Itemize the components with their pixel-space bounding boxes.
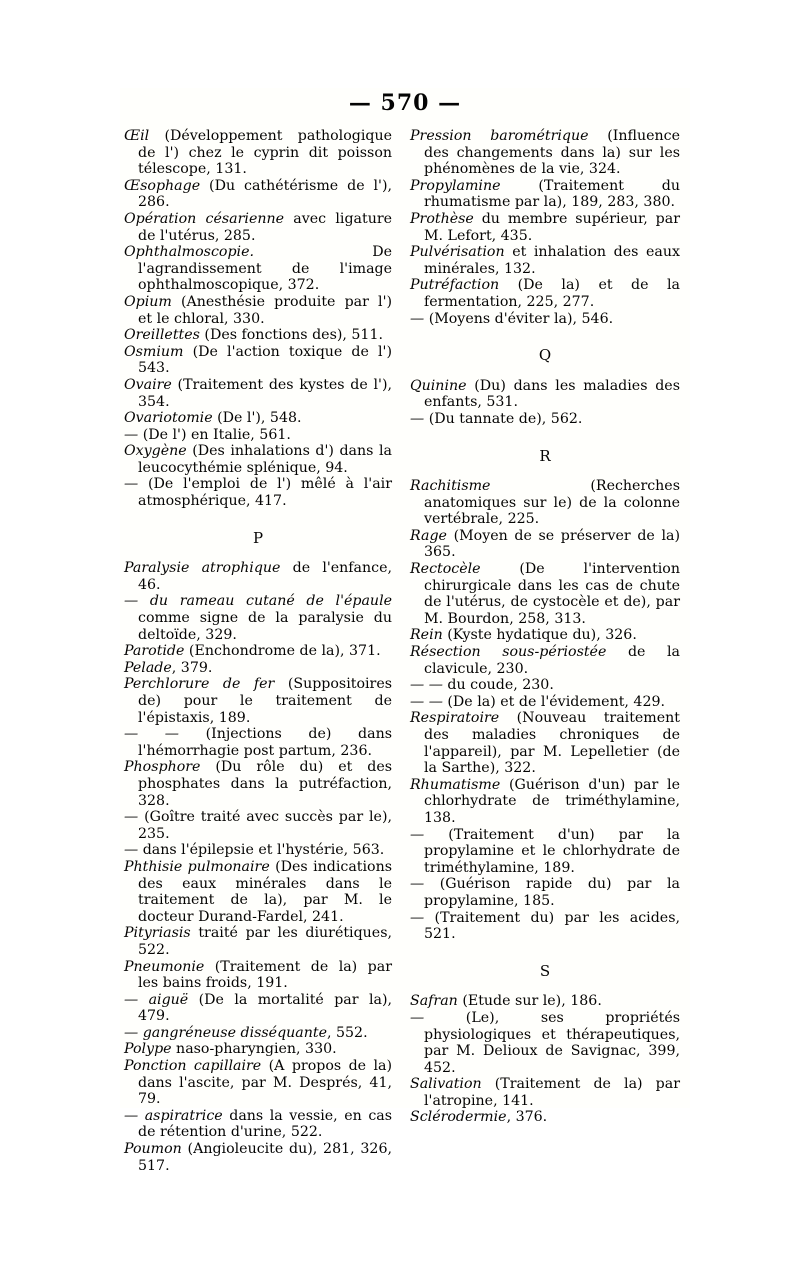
index-entry-text: (Angioleucite du), 281, 326, 517.: [138, 1141, 392, 1174]
index-entry-term: — du rameau cutané de l'épaule: [124, 593, 392, 610]
index-page: [120, 88, 690, 1174]
index-entry: [124, 809, 392, 842]
index-entry-text: (Guérison d'un) par le chlorhydrate de triméthylamine, 138.: [424, 776, 680, 826]
index-entry: [410, 644, 680, 677]
index-entry-term: Sclérodermie: [410, 1109, 507, 1126]
index-entry-term: — —: [124, 726, 179, 743]
index-entry-text: comme signe de la paralysie du deltoïde, 329.: [138, 610, 392, 643]
index-entry: [124, 643, 392, 660]
index-entry: [124, 842, 392, 859]
index-entry-term: Poumon: [124, 1141, 182, 1158]
index-entry-text: (Enchondrome de la), 371.: [184, 643, 381, 660]
index-entry-text: traité par les diurétiques, 522.: [138, 925, 392, 958]
index-entry: [410, 277, 680, 310]
index-entry: [124, 377, 392, 410]
index-entry-term: —: [124, 842, 139, 859]
index-entry-term: Salivation: [410, 1076, 482, 1093]
left-entries-o: [124, 128, 392, 510]
index-entry-text: (Recherches anatomiques sur le) de la colonne vertébrale, 225.: [424, 478, 680, 528]
index-entry-text: (Moyens d'éviter la), 546.: [424, 310, 614, 327]
index-entry-text: (Influence des changements dans la) sur les phénomènes de la vie, 324.: [424, 128, 680, 178]
index-entry: [410, 677, 680, 694]
index-entry: [124, 1041, 392, 1058]
index-entry-text: avec ligature de l'utérus, 285.: [138, 210, 393, 244]
index-entry-text: , 552.: [326, 1024, 368, 1041]
index-entry-term: Oreillettes: [124, 327, 200, 344]
index-entry-term: Œsophage: [124, 177, 201, 194]
index-entry-term: Polype: [124, 1041, 172, 1058]
index-entry: [124, 427, 392, 444]
index-entry-term: Propylamine: [410, 177, 501, 194]
index-entry-term: Pression barométrique: [410, 128, 589, 144]
index-entry-term: Quinine: [410, 377, 467, 394]
index-entry: [124, 327, 392, 344]
index-entry: [410, 128, 680, 178]
index-entry-text: (De la) et de la fermentation, 225, 277.: [424, 277, 680, 310]
section-letter-q: Q: [538, 346, 552, 365]
index-entry-term: Phthisie pulmonaire: [124, 858, 270, 875]
index-entry-text: (De l'), 548.: [212, 410, 302, 427]
index-entry: [410, 1010, 680, 1076]
index-entry-term: Rage: [410, 527, 447, 544]
index-entry-term: Pelade: [124, 659, 172, 676]
index-entry-term: Rectocèle: [410, 561, 481, 578]
index-entry-term: Rhumatisme: [410, 776, 501, 793]
index-entry-term: — aspiratrice: [124, 1107, 223, 1124]
index-entry-text: De l'agrandissement de l'image ophthalmoscopique, 372.: [138, 244, 392, 294]
index-entry: [124, 1058, 392, 1108]
index-entry: [410, 561, 680, 627]
index-entry-text: (Moyen de se préserver de la) 365.: [424, 527, 680, 561]
index-entry-text: et inhalation des eaux minérales, 132.: [424, 244, 680, 277]
index-entry-term: —: [410, 909, 425, 926]
index-entry-term: Perchlorure de fer: [124, 676, 275, 693]
section-letter-p: P: [252, 528, 264, 547]
index-entry-text: (De l'emploi de l') mêlé à l'air atmosphérique, 417.: [138, 476, 392, 510]
section-letter-r: R: [539, 446, 551, 465]
index-entry: [410, 710, 680, 776]
index-entry-term: Ponction capillaire: [124, 1058, 262, 1075]
index-entry: [410, 378, 680, 411]
index-entry-term: — aiguë: [124, 991, 189, 1008]
index-entry-text: (Goître traité avec succès par le), 235.: [138, 809, 392, 842]
index-entry-term: Rachitisme: [410, 478, 491, 495]
index-entry-term: Opération césarienne: [124, 210, 285, 227]
index-entry-text: (Anesthésie produite par l') et le chloral, 330.: [138, 293, 392, 327]
index-entry: [410, 411, 680, 428]
index-entry: [410, 777, 680, 827]
index-entry: [124, 211, 392, 244]
index-entry: [124, 593, 392, 643]
index-entry-term: Ovariotomie: [124, 410, 213, 427]
index-entry-text: naso-pharyngien, 330.: [171, 1041, 337, 1058]
index-entry-term: Résection sous-périostée: [410, 644, 607, 661]
index-entry-term: Paralysie atrophique: [124, 560, 281, 577]
index-entry-text: (Etude sur le), 186.: [457, 993, 602, 1010]
left-column: [124, 128, 392, 1174]
right-entries-q: [410, 378, 680, 428]
index-entry: [410, 244, 680, 277]
index-entry-text: (Nouveau traitement des maladies chroniques de l'appareil), par M. Lepelletier (de la Sarthe), 322.: [424, 710, 680, 777]
index-entry: [410, 178, 680, 211]
index-entry-text: , 379.: [171, 659, 213, 676]
index-entry: [124, 443, 392, 476]
index-entry: [124, 992, 392, 1025]
index-entry-term: Pulvérisation: [410, 244, 505, 261]
index-entry-term: Safran: [410, 993, 458, 1010]
index-entry-text: (A propos de la) dans l'ascite, par M. Després, 41, 79.: [138, 1058, 393, 1108]
index-entry-text: (Guérison rapide du) par la propylamine, 185.: [424, 876, 680, 909]
index-entry-text: (Kyste hydatique du), 326.: [442, 627, 637, 644]
right-entries-p: [410, 128, 680, 327]
index-entry-text: dans l'épilepsie et l'hystérie, 563.: [138, 842, 385, 859]
index-entry-term: Respiratoire: [410, 710, 500, 727]
index-entry-text: (Traitement du) par les acides, 521.: [424, 909, 680, 943]
index-entry-text: de l'enfance, 46.: [138, 560, 392, 593]
index-entry: [124, 1141, 392, 1174]
left-entries-p: [124, 560, 392, 1174]
index-entry-term: — gangréneuse disséquante: [124, 1024, 327, 1041]
index-entry-text: de la clavicule, 230.: [424, 644, 680, 677]
index-entry: [410, 211, 680, 244]
index-entry: [410, 910, 680, 943]
index-entry: [124, 178, 392, 211]
index-entry-text: du membre supérieur, par M. Lefort, 435.: [424, 210, 680, 244]
index-entry-term: —: [410, 1009, 425, 1026]
index-entry-text: (Le), ses propriétés physiologiques et thérapeutiques, par M. Delioux de Savignac, 399, 452.: [424, 1009, 680, 1076]
index-entry-term: Opium: [124, 293, 172, 310]
index-entry-term: Ophthalmoscopie.: [124, 244, 254, 261]
index-entry: [124, 244, 392, 294]
index-entry: [124, 344, 392, 377]
index-entry: [124, 476, 392, 509]
index-entry: [124, 959, 392, 992]
index-entry: [410, 528, 680, 561]
index-entry: [124, 676, 392, 726]
index-entry: [124, 560, 392, 593]
index-entry-text: (De la) et de l'évidement, 429.: [442, 693, 666, 710]
index-entry-text: (Traitement d'un) par la propylamine et le chlorhydrate de triméthylamine, 189.: [424, 826, 680, 876]
index-entry-term: —: [124, 426, 139, 443]
index-entry: [124, 759, 392, 809]
index-entry-text: (Du rôle du) et des phosphates dans la putréfaction, 328.: [138, 759, 392, 809]
index-entry-text: (De l') en Italie, 561.: [138, 426, 291, 443]
index-entry: [410, 827, 680, 877]
index-entry: [410, 478, 680, 528]
index-entry-term: Pityriasis: [124, 925, 191, 942]
index-entry-text: (De l'action toxique de l') 543.: [138, 343, 392, 377]
index-entry: [410, 993, 680, 1010]
index-entry: [124, 128, 392, 178]
index-entry-text: (Des indications des eaux minérales dans le traitement de la), par M. le docteur Durand-Fardel, 241.: [138, 858, 392, 925]
index-entry-text: du coude, 230.: [442, 677, 554, 694]
index-entry-term: —: [410, 310, 425, 327]
index-entry-text: (Traitement du rhumatisme par la), 189, 283, 380.: [424, 177, 680, 211]
index-entry: [124, 294, 392, 327]
index-entry: [410, 876, 680, 909]
index-entry-term: Ovaire: [124, 376, 172, 393]
index-entry: [410, 1109, 680, 1126]
index-entry-text: (Des fonctions des), 511.: [199, 327, 383, 344]
index-entry-text: (Développement pathologique de l') chez le cyprin dit poisson télescope, 131.: [138, 128, 392, 178]
index-entry-term: —: [124, 476, 139, 493]
index-entry-term: Rein: [410, 627, 443, 644]
index-entry-text: (Suppositoires de) pour le traitement de l'épistaxis, 189.: [138, 676, 392, 726]
index-entry-term: — —: [410, 693, 443, 710]
index-entry-text: , 376.: [506, 1109, 548, 1126]
index-entry: [124, 925, 392, 958]
index-entry-term: Pneumonie: [124, 958, 205, 975]
right-entries-s: [410, 993, 680, 1126]
index-entry-term: Parotide: [124, 643, 185, 660]
index-entry-text: (Traitement de la) par l'atropine, 141.: [424, 1076, 680, 1109]
index-entry: [124, 1108, 392, 1141]
index-entry: [410, 311, 680, 328]
index-entry-text: (Traitement de la) par les bains froids, 191.: [138, 958, 392, 992]
right-column: [410, 128, 680, 1126]
index-entry-term: Phosphore: [124, 759, 201, 776]
index-entry-term: Oxygène: [124, 443, 187, 460]
page-number: — 570 —: [348, 90, 462, 116]
index-entry: [124, 859, 392, 925]
index-entry-text: (Du cathétérisme de l'), 286.: [138, 177, 392, 211]
index-entry: [124, 410, 392, 427]
index-entry-text: dans la vessie, en cas de rétention d'urine, 522.: [138, 1107, 392, 1141]
index-entry-text: (De la mortalité par la), 479.: [138, 991, 392, 1025]
index-entry-term: —: [124, 809, 139, 826]
index-entry-term: Œil: [124, 128, 150, 144]
index-entry-text: (Des inhalations d') dans la leucocythémie splénique, 94.: [138, 443, 392, 476]
index-entry-text: (Injections de) dans l'hémorrhagie post partum, 236.: [138, 726, 392, 759]
index-entry-term: Osmium: [124, 343, 184, 360]
index-entry-term: Prothèse: [410, 210, 474, 227]
index-entry-text: (Du tannate de), 562.: [424, 410, 583, 427]
index-entry: [410, 627, 680, 644]
index-entry-term: —: [410, 876, 425, 893]
index-entry-term: Putréfaction: [410, 277, 500, 294]
index-entry: [124, 1025, 392, 1042]
index-entry: [124, 726, 392, 759]
index-entry-text: (Traitement des kystes de l'), 354.: [138, 376, 392, 410]
right-entries-r: [410, 478, 680, 943]
index-entry-term: —: [410, 826, 425, 843]
index-entry-term: — —: [410, 677, 443, 694]
index-entry-term: —: [410, 410, 425, 427]
index-entry-text: (De l'intervention chirurgicale dans les cas de chute de l'utérus, de cystocèle et de), par M. Bourdon, 258, 313.: [424, 561, 680, 627]
index-entry: [410, 694, 680, 711]
section-letter-s: S: [539, 961, 551, 980]
index-entry: [410, 1076, 680, 1109]
index-entry: [124, 660, 392, 677]
index-entry-text: (Du) dans les maladies des enfants, 531.: [424, 377, 680, 411]
